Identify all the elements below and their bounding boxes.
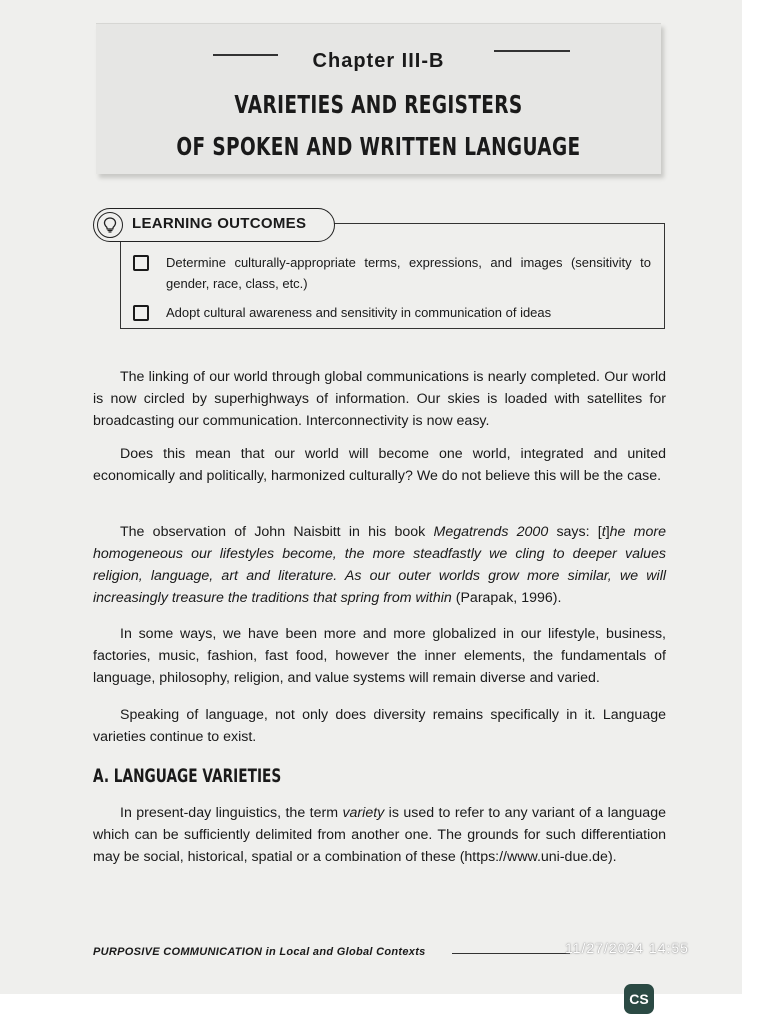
lightbulb-icon bbox=[97, 212, 123, 238]
paragraph-segment: In present-day linguistics, the term bbox=[120, 805, 343, 821]
paragraph-text: Speaking of language, not only does diversity remains specifically in it. Language varieties continue to exist. bbox=[93, 707, 666, 745]
paragraph-segment: is used to refer to any variant of a language which can be sufficiently delimited from another one. The grounds for such differentiation may be social, historical, spatial or a combination of these (https://www.uni-due.de). bbox=[93, 805, 666, 865]
paragraph-text: Does this mean that our world will become one world, integrated and united economically and politically, harmonized culturally? We do not believe this will be the case. bbox=[93, 446, 666, 484]
quote-bracket-letter: t bbox=[601, 524, 606, 540]
paragraph bbox=[93, 366, 666, 432]
chapter-label: Chapter III-B bbox=[312, 50, 445, 72]
outcome-text: Determine culturally-appropriate terms, expressions, and images (sensitivity to gender, race, class, etc.) bbox=[166, 255, 651, 291]
outcome-item bbox=[133, 252, 651, 296]
chapter-title-line1: VARIETIES AND REGISTERS bbox=[234, 90, 523, 119]
paragraph-segment: says: [ bbox=[548, 524, 602, 540]
term: variety bbox=[342, 805, 385, 821]
checkbox-icon bbox=[133, 255, 149, 271]
camscanner-logo-icon: CS bbox=[624, 984, 654, 1014]
quote-text: he more homogeneous our lifestyles become, the more steadfastly we cling to deeper values religion, language, art and literature. As our outer worlds grow more similar, we will increasingly treasure the traditions that spring from within bbox=[93, 524, 666, 606]
outcome-item bbox=[133, 302, 651, 324]
footer-title: PURPOSIVE COMMUNICATION in Local and Global Contexts bbox=[93, 946, 426, 958]
paragraph bbox=[93, 704, 666, 748]
paragraph bbox=[93, 802, 666, 868]
learning-outcomes-title: LEARNING OUTCOMES bbox=[132, 215, 307, 232]
paragraph bbox=[93, 521, 666, 609]
timestamp-stamp: 11/27/2024 14:55 bbox=[565, 940, 689, 956]
footer-rule bbox=[452, 953, 570, 954]
book-title: Megatrends 2000 bbox=[433, 524, 549, 540]
paragraph bbox=[93, 623, 666, 689]
paragraph-segment: The observation of John Naisbitt in his book bbox=[120, 524, 434, 540]
paragraph bbox=[93, 443, 666, 487]
outcome-text: Adopt cultural awareness and sensitivity in communication of ideas bbox=[166, 305, 552, 320]
section-heading: A. LANGUAGE VARIETIES bbox=[93, 765, 282, 787]
paragraph-text: The linking of our world through global communications is nearly completed. Our world is now circled by superhighways of information. Our skies is loaded with satellites for broadcasting our communication. Interconnectivity is now easy. bbox=[93, 369, 666, 429]
checkbox-icon bbox=[133, 305, 149, 321]
paragraph-text bbox=[93, 802, 666, 868]
paragraph-segment: ] bbox=[605, 524, 610, 540]
citation: (Parapak, 1996). bbox=[451, 590, 562, 606]
chapter-header-box bbox=[96, 23, 661, 174]
paragraph-text bbox=[93, 521, 666, 609]
paragraph-text: In some ways, we have been more and more globalized in our lifestyle, business, factories, music, fashion, fast food, however the inner elements, the fundamentals of language, philosophy, religion, and value systems will remain diverse and varied. bbox=[93, 626, 666, 686]
learning-outcomes-header bbox=[93, 208, 335, 242]
chapter-title-line2: OF SPOKEN AND WRITTEN LANGUAGE bbox=[176, 132, 581, 161]
